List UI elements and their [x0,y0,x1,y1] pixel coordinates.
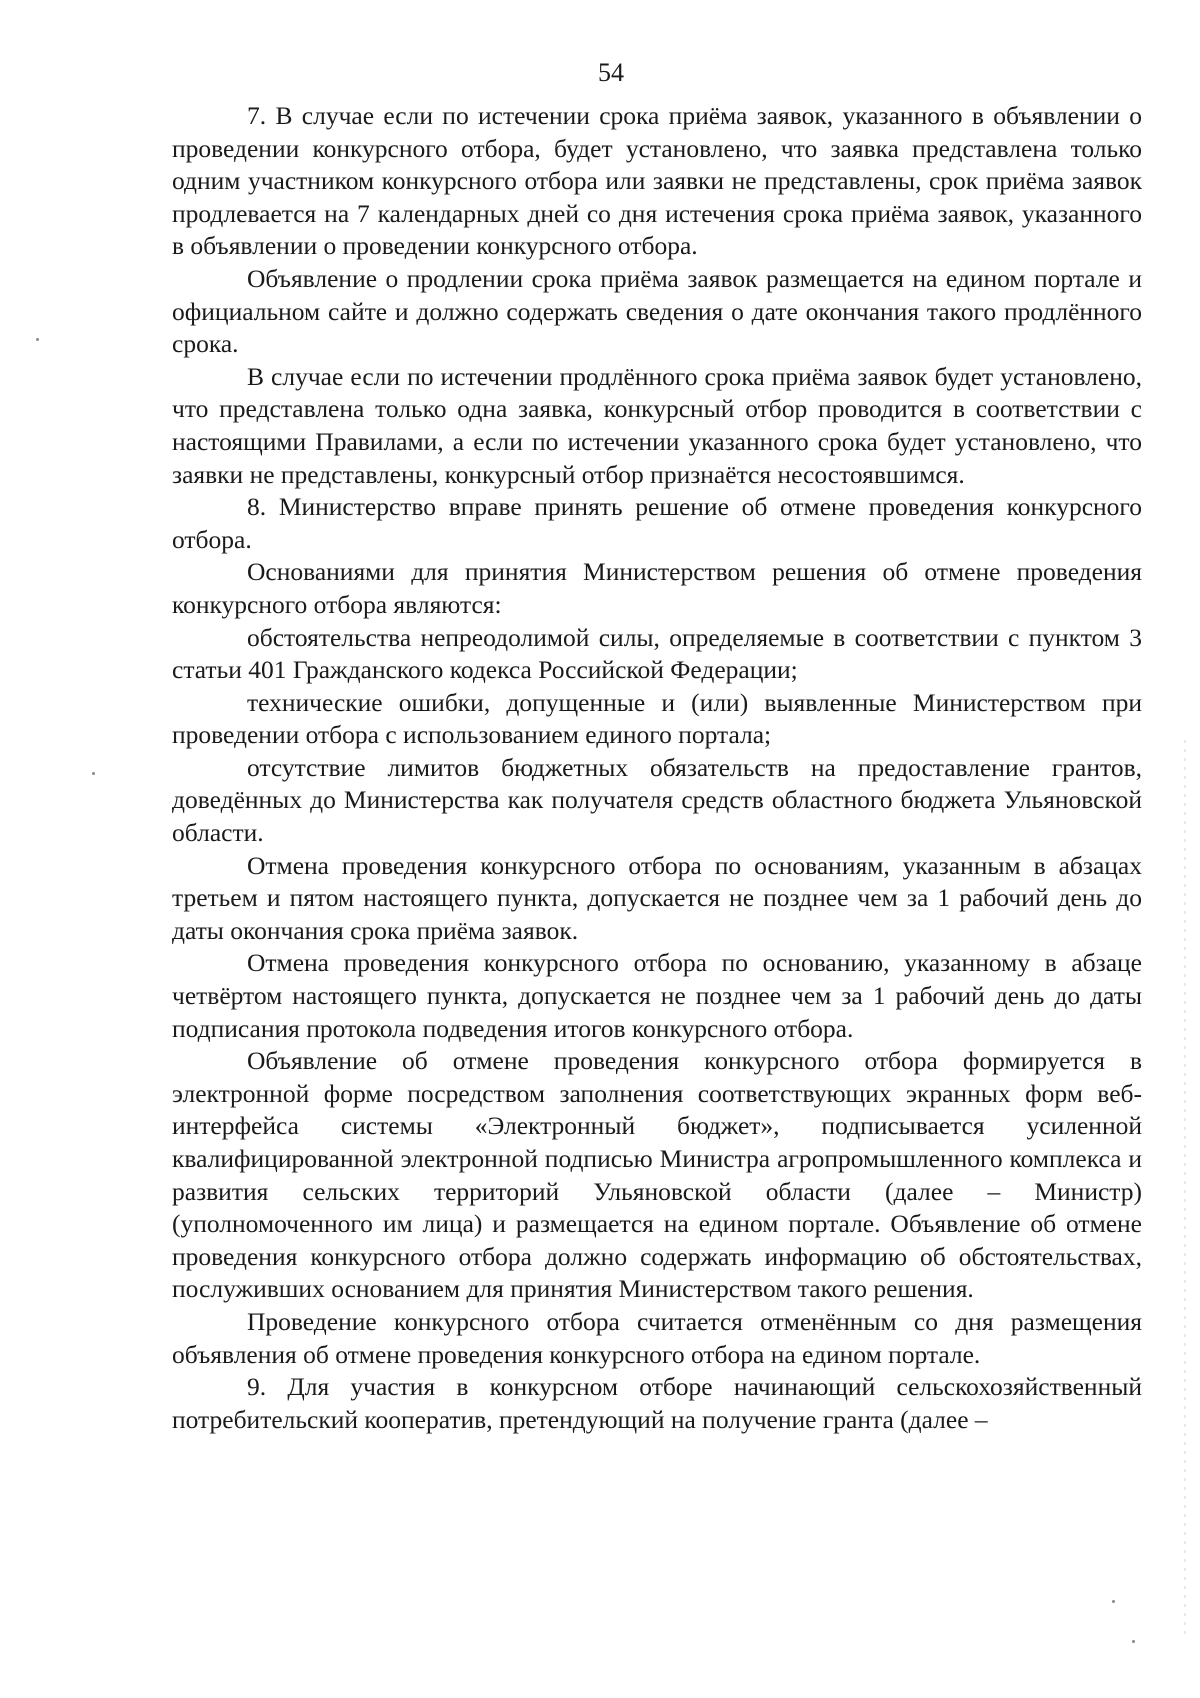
paragraph-force-majeure: обстоятельства непреодолимой силы, определяемые в соответствии с пунктом 3 статьи 401 Гражданского кодекса Российской Федерации; [172,622,1142,685]
paragraph-7-deadline-extension: 7. В случае если по истечении срока приёма заявок, указанного в объявлении о проведении конкурсного отбора, будет установлено, что заявка представлена только одним участником конкурсного отбора или заявки не представлены, срок приёма заявок продлевается на 7 календарных дней со дня истечения срока приёма заявок, указанного в объявлении о проведении конкурсного отбора. [172,101,1142,261]
page-number: 54 [598,58,624,87]
scan-edge-artifact [1184,740,1186,1640]
paragraph-cancellation-deadline-1: Отмена проведения конкурсного отбора по основаниям, указанным в абзацах третьем и пятом настоящего пункта, допускается не позднее чем за 1 рабочий день до даты окончания срока приёма заявок. [172,850,1142,945]
paragraph-8-cancellation-right: 8. Министерство вправе принять решение об отмене проведения конкурсного отбора. [172,492,1142,554]
paragraph-after-extension: В случае если по истечении продлённого срока приёма заявок будет установлено, что представлена только одна заявка, конкурсный отбор проводится в соответствии с настоящими Правилами, а если по истечении указанного срока будет установлено, что заявки не представлены, конкурсный отбор признаётся несостоявшимся. [172,361,1142,489]
paragraph-cancellation-deadline-2: Отмена проведения конкурсного отбора по основанию, указанному в абзаце четвёртом настоящего пункта, допускается не позднее чем за 1 рабочий день до даты подписания протокола подведения итогов конкурсного отбора. [172,948,1142,1043]
scan-speck [1112,1600,1115,1603]
scan-speck [36,338,39,341]
paragraph-9-participation: 9. Для участия в конкурсном отборе начинающий сельскохозяйственный потребительский кооператив, претендующий на получение гранта (далее – [172,1372,1142,1434]
paragraph-technical-errors: технические ошибки, допущенные и (или) выявленные Министерством при проведении отбора с использованием единого портала; [172,687,1142,750]
paragraph-cancellation-announcement: Объявление об отмене проведения конкурсного отбора формируется в электронной форме посредством заполнения соответствующих экранных форм веб-интерфейса системы «Электронный бюджет», подписывается усиленной квалифицированной электронной подписью Министра агропромышленного комплекса и развития сельских территорий Ульяновской области (далее – Министр) (уполномоченного им лица) и размещается на едином портале. Объявление об отмене проведения конкурсного отбора должно содержать информацию об обстоятельствах, послуживших основанием для принятия Министерством такого решения. [172,1046,1142,1304]
scan-speck [1132,1640,1135,1643]
scan-speck [92,772,95,775]
document-body [172,100,1142,1436]
paragraph-extension-announcement: Объявление о продлении срока приёма заявок размещается на едином портале и официальном сайте и должно содержать сведения о дате окончания такого продлённого срока. [172,263,1142,359]
paragraph-no-budget-limits: отсутствие лимитов бюджетных обязательств на предоставление грантов, доведённых до Министерства как получателя средств областного бюджета Ульяновской области. [172,752,1142,848]
paragraph-cancellation-grounds: Основаниями для принятия Министерством решения об отмене проведения конкурсного отбора являются: [172,557,1142,619]
paragraph-cancellation-effective: Проведение конкурсного отбора считается отменённым со дня размещения объявления об отмене проведения конкурсного отбора на едином портале. [172,1306,1142,1369]
